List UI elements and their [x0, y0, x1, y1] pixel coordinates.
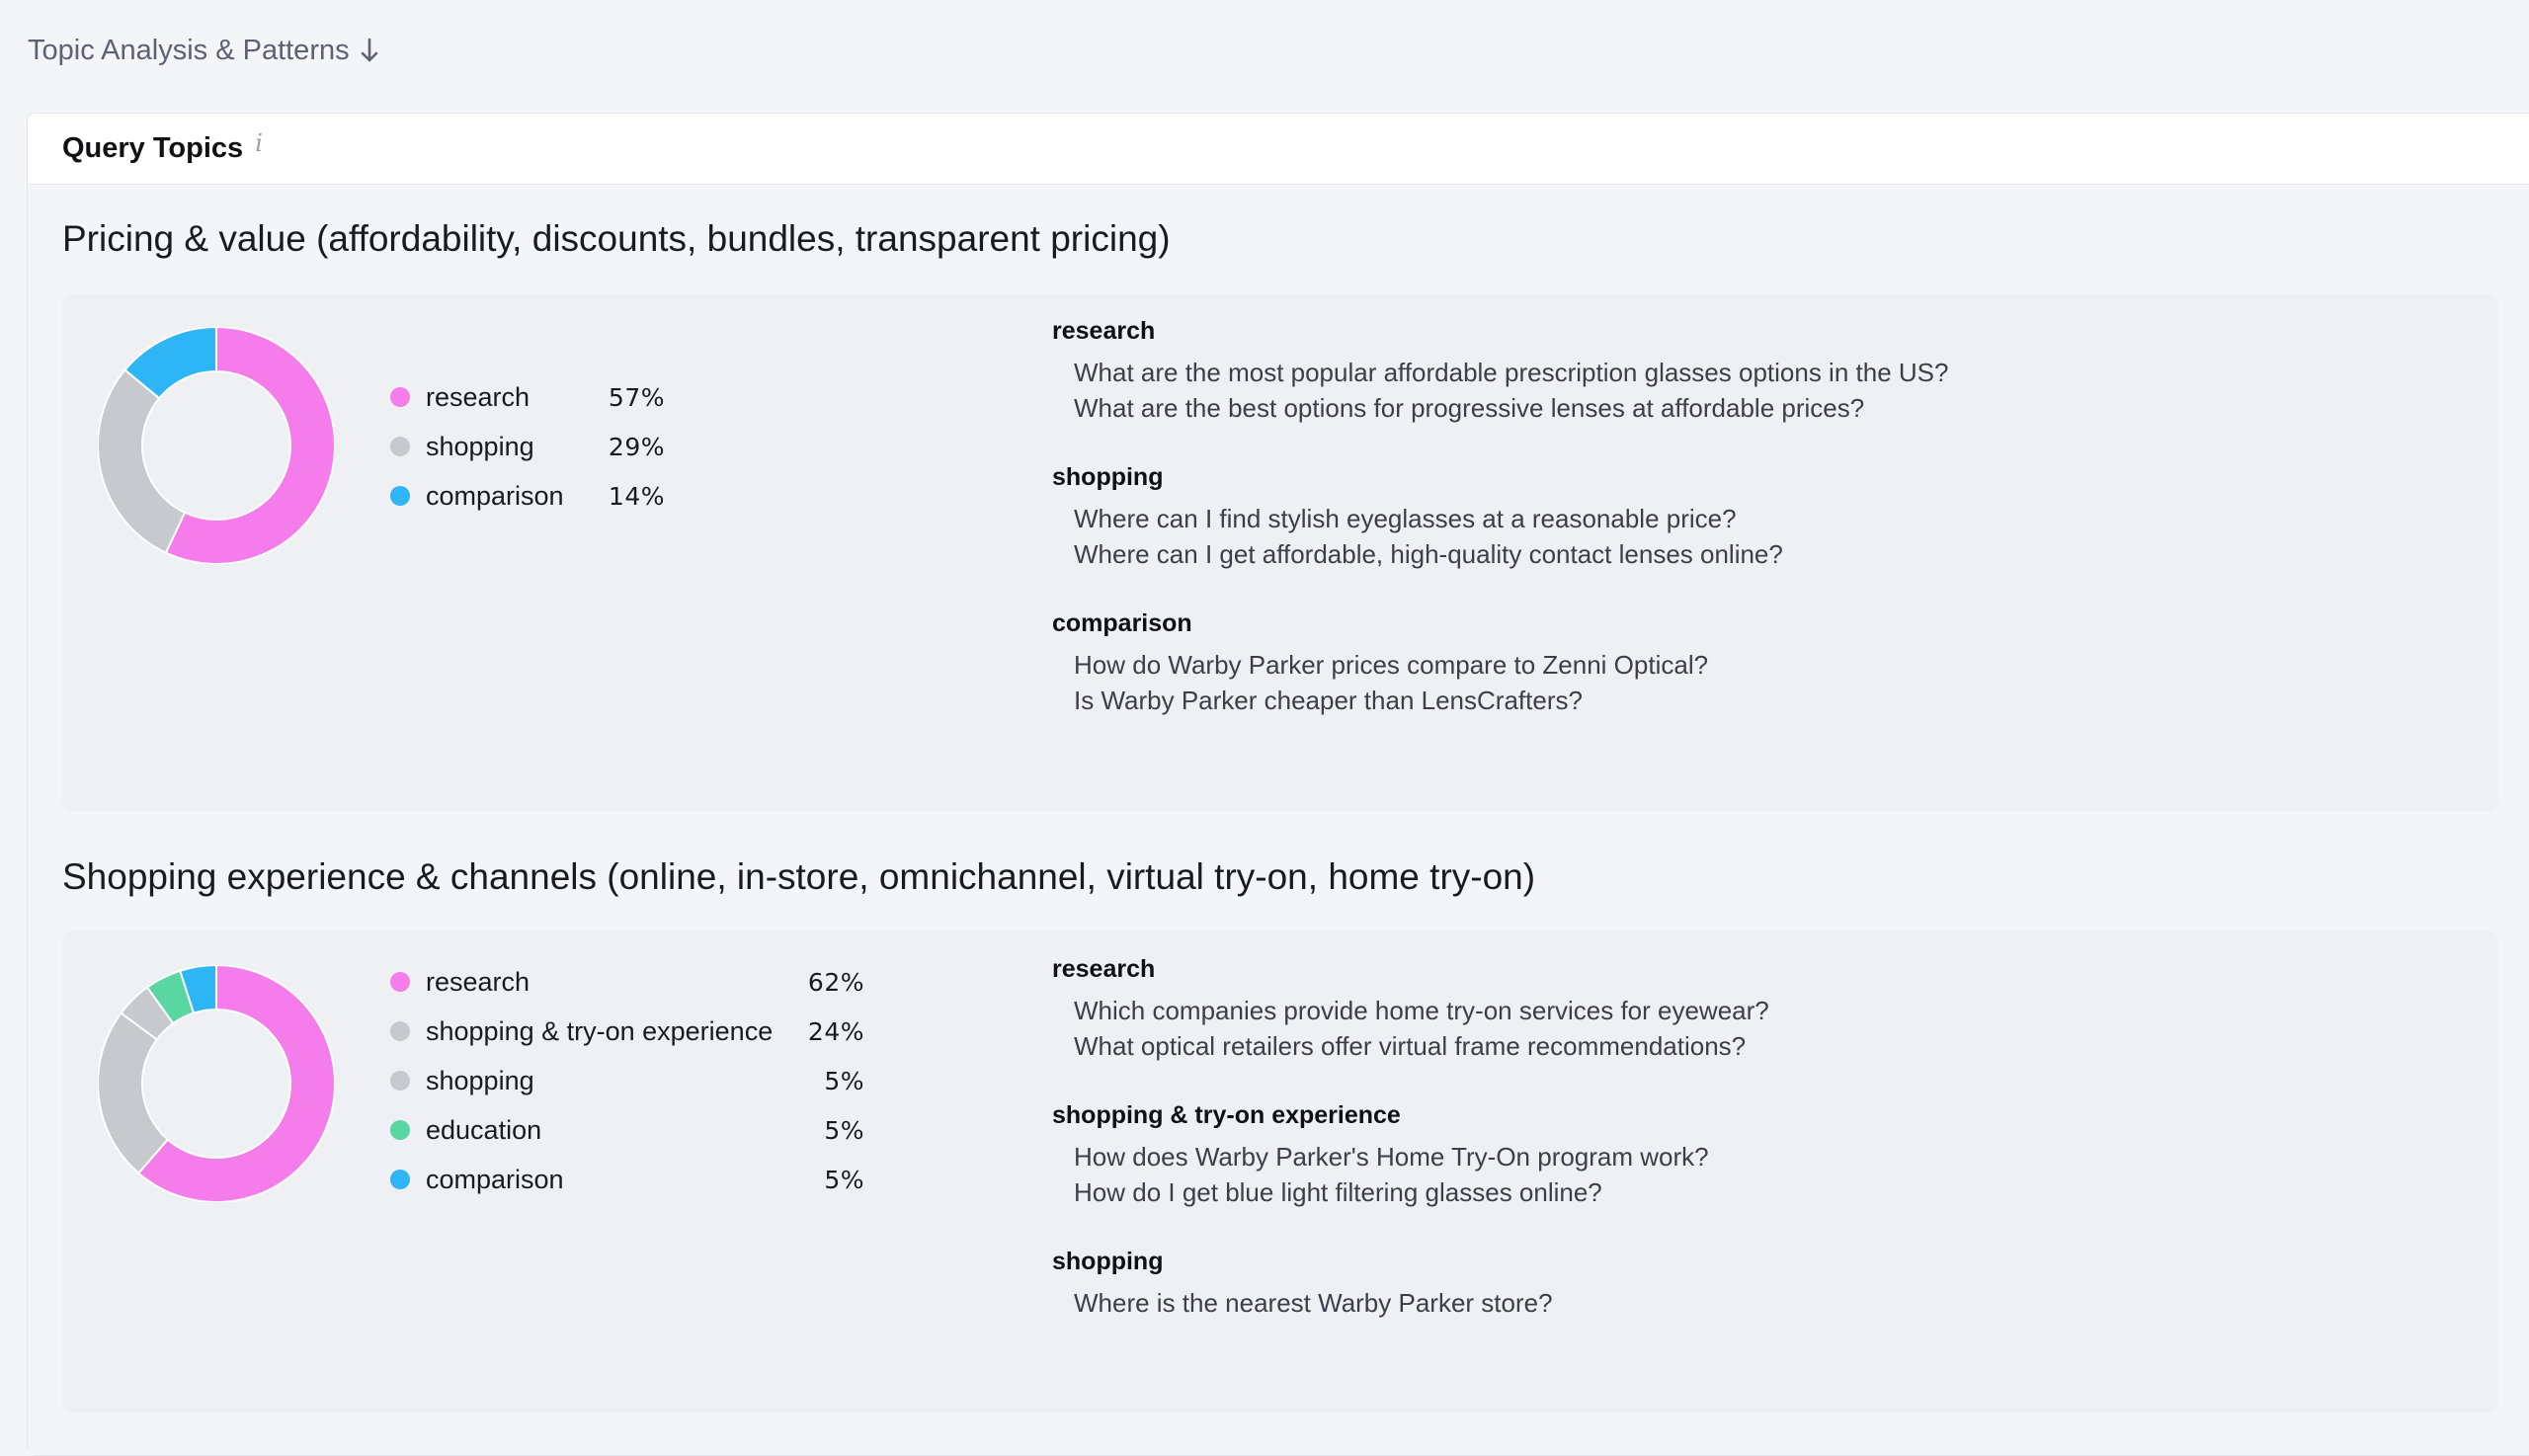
legend-item — [390, 422, 665, 471]
legend-pct: 57% — [608, 382, 665, 412]
query-group — [1052, 1097, 1769, 1210]
legend-item — [390, 372, 665, 422]
legend-pct: 5% — [824, 1066, 864, 1095]
topic-donut-chart — [98, 965, 335, 1202]
legend-item — [390, 1007, 864, 1056]
query-group-title: shopping — [1052, 1248, 1164, 1275]
card-body — [28, 185, 2529, 1455]
info-icon[interactable]: i — [255, 128, 263, 157]
card-header — [28, 114, 2529, 185]
query-group-title: research — [1052, 955, 1156, 983]
card-title: Query Topics — [62, 132, 244, 164]
query-group — [1052, 459, 1948, 572]
legend-item — [390, 957, 864, 1007]
legend-pct: 5% — [824, 1165, 864, 1194]
legend-label: shopping — [426, 1065, 534, 1095]
query-group — [1052, 951, 1769, 1064]
query-line: How do I get blue light filtering glasses online? — [1074, 1177, 1602, 1207]
query-group — [1052, 606, 1948, 718]
legend-dot — [390, 437, 410, 456]
arrow-down-icon — [360, 38, 379, 63]
query-line: How does Warby Parker's Home Try-On program work? — [1074, 1142, 1709, 1172]
query-line: What are the best options for progressive lenses at affordable prices? — [1074, 393, 1865, 423]
query-line: What are the most popular affordable prescription glasses options in the US? — [1074, 358, 1949, 387]
legend-label: comparison — [426, 1164, 564, 1194]
legend-item — [390, 1056, 864, 1105]
legend-label: comparison — [426, 480, 564, 511]
legend-dot — [390, 1021, 410, 1041]
topic-legend — [390, 372, 665, 521]
query-line: Which companies provide home try-on services for eyewear? — [1074, 996, 1769, 1025]
legend-label: research — [426, 381, 530, 412]
topic-queries — [1052, 313, 1948, 752]
section-header-topic-analysis[interactable] — [28, 30, 379, 71]
legend-pct: 62% — [807, 967, 864, 997]
query-topics-card — [27, 113, 2529, 1456]
query-group-title: shopping & try-on experience — [1052, 1101, 1401, 1129]
donut-slice-shopping[interactable] — [98, 370, 185, 553]
query-line: What optical retailers offer virtual frame recommendations? — [1074, 1031, 1747, 1061]
query-group — [1052, 313, 1948, 426]
query-line: How do Warby Parker prices compare to Zenni Optical? — [1074, 650, 1709, 680]
legend-item — [390, 1155, 864, 1204]
topic-title: Pricing & value (affordability, discounts, bundles, transparent pricing) — [62, 218, 1171, 259]
topic-title: Shopping experience & channels (online, in-store, omnichannel, virtual try-on, home try-on) — [62, 856, 1536, 897]
legend-item — [390, 471, 665, 521]
legend-label: education — [426, 1114, 542, 1145]
legend-dot — [390, 1071, 410, 1091]
topic-legend — [390, 957, 864, 1204]
query-line: Where is the nearest Warby Parker store? — [1074, 1288, 1553, 1318]
legend-label: research — [426, 966, 530, 997]
query-group — [1052, 1244, 1769, 1321]
legend-label: shopping — [426, 431, 534, 461]
topic-donut-chart — [98, 327, 335, 564]
legend-pct: 14% — [608, 481, 665, 511]
legend-pct: 29% — [608, 432, 665, 461]
query-line: Where can I find stylish eyeglasses at a reasonable price? — [1074, 504, 1737, 533]
legend-dot — [390, 486, 410, 506]
legend-dot — [390, 972, 410, 992]
legend-dot — [390, 1170, 410, 1189]
legend-item — [390, 1105, 864, 1155]
query-group-title: shopping — [1052, 463, 1164, 491]
legend-pct: 24% — [807, 1016, 864, 1046]
query-line: Where can I get affordable, high-quality contact lenses online? — [1074, 539, 1783, 569]
topic-panel — [62, 931, 2498, 1414]
legend-pct: 5% — [824, 1115, 864, 1145]
query-group-title: comparison — [1052, 609, 1192, 637]
query-group-title: research — [1052, 317, 1156, 345]
legend-dot — [390, 387, 410, 407]
section-header-label: Topic Analysis & Patterns — [28, 34, 350, 66]
legend-dot — [390, 1120, 410, 1140]
query-line: Is Warby Parker cheaper than LensCrafters? — [1074, 686, 1583, 715]
topic-queries — [1052, 951, 1769, 1354]
topic-panel — [62, 293, 2498, 811]
legend-label: shopping & try-on experience — [426, 1015, 774, 1046]
